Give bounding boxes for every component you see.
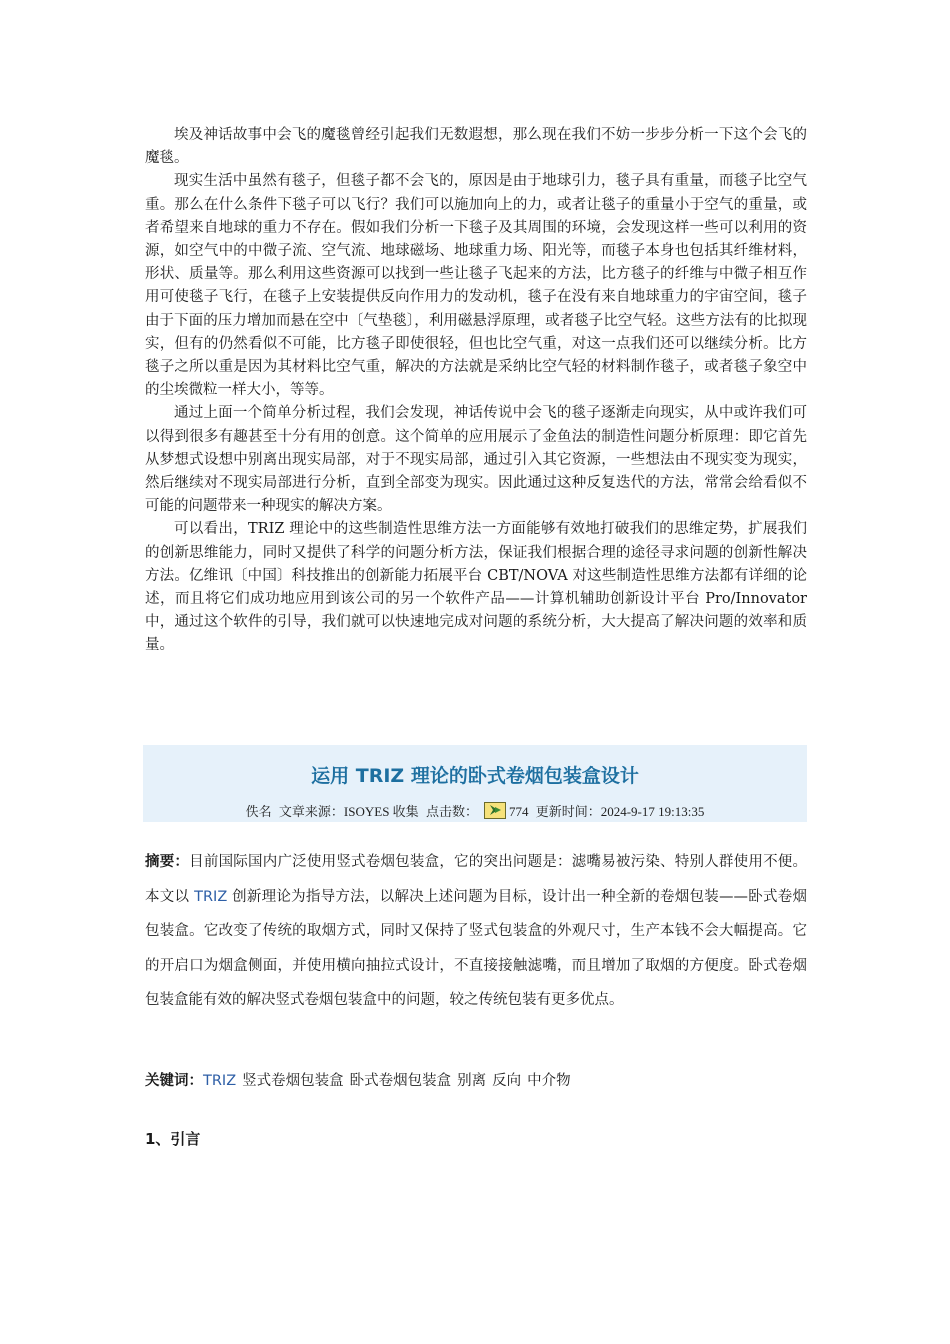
article-hits-value: 774 (508, 804, 529, 819)
article-meta (143, 801, 807, 820)
paragraph-4: 可以看出，TRIZ 理论中的这些制造性思维方法一方面能够有效地打破我们的思维定势，扩展我们的创新思维能力，同时又提供了科学的问题分析方法，保证我们根据合理的途径寻求问题的创新性解决方法。亿维讯〔中国〕科技推出的创新能力拓展平台 CBT/NOVA 对这些制造性思维方法都有详细的论述，而且将它们成功地应用到该公司的另一个软件产品——计算机辅助创新设计平台 Pro/Innovator 中，通过这个软件的引导，我们就可以快速地完成对问题的系统分析，大大提高了解决问题的效率和质量。 (145, 521, 807, 654)
article-title: 运用 TRIZ 理论的卧式卷烟包装盒设计 (311, 765, 639, 787)
article-source: 文章来源：ISOYES 收集 (278, 804, 419, 819)
keyword-item: 反向 (492, 1073, 522, 1089)
section-heading: 1、引言 (145, 1130, 201, 1148)
article-author: 佚名 (245, 804, 272, 819)
abstract-text-before: 目前国际国内广泛使用竖式卷烟包装盒，它的突出问题是：滤嘴易被污染、特别人群使用不便。本文以 (145, 854, 808, 905)
article-updated: 更新时间：2024-9-17 19:13:35 (535, 804, 705, 819)
abstract-text-after: 创新理论为指导方法，以解决上述问题为目标，设计出一种全新的卷烟包装——卧式卷烟包装盒。它改变了传统的取烟方式，同时又保持了竖式包装盒的外观尺寸，生产本钱不会大幅提高。它的开启口为烟盒侧面，并使用横向抽拉式设计，不直接接触滤嘴，而且增加了取烟的方便度。卧式卷烟包装盒能有效的解决竖式卷烟包装盒中的问题，较之传统包装有更多优点。 (145, 888, 808, 1009)
abstract-triz-link[interactable]: TRIZ (194, 888, 228, 905)
paragraph-2: 现实生活中虽然有毯子，但毯子都不会飞的，原因是由于地球引力，毯子具有重量，而毯子比空气重。那么在什么条件下毯子可以飞行？我们可以施加向上的力，或者让毯子的重量小于空气的重量，或者希望来自地球的重力不存在。假如我们分析一下毯子及其周围的环境，会发现这样一些可以利用的资源，如空气中的中微子流、空气流、地球磁场、地球重力场、阳光等，而毯子本身也包括其纤维材料，形状、质量等。那么利用这些资源可以找到一些让毯子飞起来的方法，比方毯子的纤维与中微子相互作用可使毯子飞行，在毯子上安装提供反向作用力的发动机，毯子在没有来自地球重力的宇宙空间，毯子由于下面的压力增加而悬在空中〔气垫毯〕，利用磁悬浮原理，或者毯子比空气轻。这些方法有的比拟现实，但有的仍然看似不可能，比方毯子即使很轻，但也比空气重，对这一点我们还可以继续分析。比方毯子之所以重是因为其材料比空气重，解决的方法就是采纳比空气轻的材料制作毯子，或者毯子象空中的尘埃微粒一样大小，等等。 (145, 173, 807, 399)
keyword-item: 中介物 (527, 1073, 571, 1089)
keywords-label: 关键词： (145, 1073, 203, 1089)
hits-counter-icon (484, 802, 506, 819)
abstract (145, 845, 807, 1018)
keyword-item: 卧式卷烟包装盒 (349, 1073, 452, 1089)
article-header (143, 745, 807, 822)
paragraph-3: 通过上面一个简单分析过程，我们会发现，神话传说中会飞的毯子逐渐走向现实，从中或许我们可以得到很多有趣甚至十分有用的创意。这个简单的应用展示了金鱼法的制造性问题分析原理：即它首先从梦想式设想中别离出现实局部，对于不现实局部，通过引入其它资源，一些想法由不现实变为现实，然后继续对不现实局部进行分析，直到全部变为现实。因此通过这种反复迭代的方法，常常会给看似不可能的问题带来一种现实的解决方案。 (145, 405, 807, 515)
article-intro-text (145, 124, 807, 658)
article-hits-label: 点击数： (425, 804, 478, 819)
keyword-triz-link[interactable]: TRIZ (203, 1073, 237, 1089)
keyword-item: 别离 (457, 1073, 487, 1089)
keywords (145, 1070, 807, 1092)
paragraph-1: 埃及神话故事中会飞的魔毯曾经引起我们无数遐想，那么现在我们不妨一步步分析一下这个会飞的魔毯。 (145, 127, 807, 167)
abstract-label: 摘要： (145, 854, 190, 870)
keyword-item: 竖式卷烟包装盒 (242, 1073, 344, 1089)
